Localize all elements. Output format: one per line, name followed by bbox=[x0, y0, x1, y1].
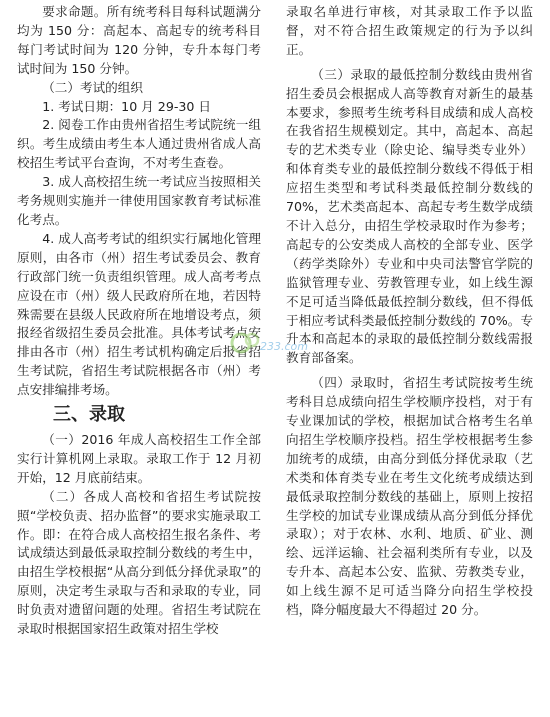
admission-section-heading: 三、录取 bbox=[53, 404, 125, 426]
admission-review-continued: 录取名单进行审核，对其录取工作予以监督，对不符合招生政策规定的行为予以纠正。 bbox=[286, 4, 533, 57]
file-submission-paragraph: （四）录取时，省招生考试院按考生统考科目总成绩向招生学校顺序投档，对于有专业课加试的学校，根据加试合格考生名单向招生学校顺序投档。招生学校根据考生参加统考的成绩，由高分到低分择优录取（艺术类和体育类专业在考生文化统考成绩达到最低录取控制分数线的基础上，原则上按招生学校的加试专业课成绩从高分到低分择优录取）；对于农林、水利、地质、矿业、测绘、远洋运输、社会福利类所有专业，以及专升本、高起本公安、监狱、劳教类专业，如上线生源不足可适当降分向招生学校投档，降分幅度最大不得超过 20 分。 bbox=[286, 375, 533, 618]
watermark-logo bbox=[228, 328, 308, 362]
grading-item: 2. 阅卷工作由贵州省招生考试院统一组织。考生成绩由考生本人通过贵州省成人高校招生考试平台查询，不对考生查卷。 bbox=[17, 117, 261, 171]
right-column bbox=[286, 3, 533, 620]
exam-site-standard-item: 3. 成人高校招生统一考试应当按照相关考务规则实施并一律使用国家教育考试标准化考点。 bbox=[17, 174, 261, 227]
exam-format-paragraph: 要求命题。所有统考科目每科试题满分均为 150 分：高起本、高起专的统考科目每门考试时间为 120 分钟，专升本每门考试时间为 150 分钟。 bbox=[17, 4, 261, 76]
exam-organization-heading: （二）考试的组织 bbox=[42, 79, 143, 95]
exam-management-item: 4. 成人高考考试的组织实行属地化管理原则，由各市（州）招生考试委员会、教育行政部门统一负责组织管理。成人高考考点应设在市（州）级人民政府所在地，若因特殊需要在县级人民政府所在地增设考点，须报经省级招生委员会批准。具体考试考点安排由各市（州）招生考试机构确定后报省招生考试院，省招生考试院根据各市（州）考点安排编排考场。 bbox=[17, 230, 261, 398]
exam-date-item: 1. 考试日期：10 月 29-30 日 bbox=[42, 98, 211, 114]
admission-responsibility-paragraph: （二）各成人高校和省招生考试院按照“学校负责、招办监督”的要求实施录取工作。即：在符合成人高校招生报名条件、考试成绩达到最低录取控制分数线的考生中，由招生学校根据“从高分到低分择优录取”的原则，决定考生录取与否和录取的专业，同时负责对遗留问题的处理。省招生考试院在录取时根据国家招生政策对招生学校 bbox=[17, 488, 261, 637]
svg-text:233.com: 233.com bbox=[260, 340, 308, 353]
minimum-score-paragraph: （三）录取的最低控制分数线由贵州省招生委员会根据成人高等教育对新生的最基本要求，参照考生统考科目成绩和成人高校在我省招生规模划定。其中，高起本、高起专的艺术类专业（除史论、编导类专业外）和体育类专业的最低控制分数线不得低于相应招生类型和考试科类最低控制分数线的 70%，艺术类高起本、高起专考生数学成绩不计入总分，由招生学校录取时作为参考；高起专的公安类成人高校的全部专业、医学（药学类除外）专业和中央司法警官学院的监狱管理专业、劳教管理专业，如上线生源不足可适当降低最低控制分数线，但不得低于相应考试科类最低控制分数线的 70%。专升本和高起本的录取的最低控制分数线需报教育部备案。 bbox=[286, 66, 533, 366]
left-column bbox=[17, 3, 261, 639]
admission-online-paragraph: （一）2016 年成人高校招生工作全部实行计算机网上录取。录取工作于 12 月初开始，12 月底前结束。 bbox=[17, 432, 261, 485]
